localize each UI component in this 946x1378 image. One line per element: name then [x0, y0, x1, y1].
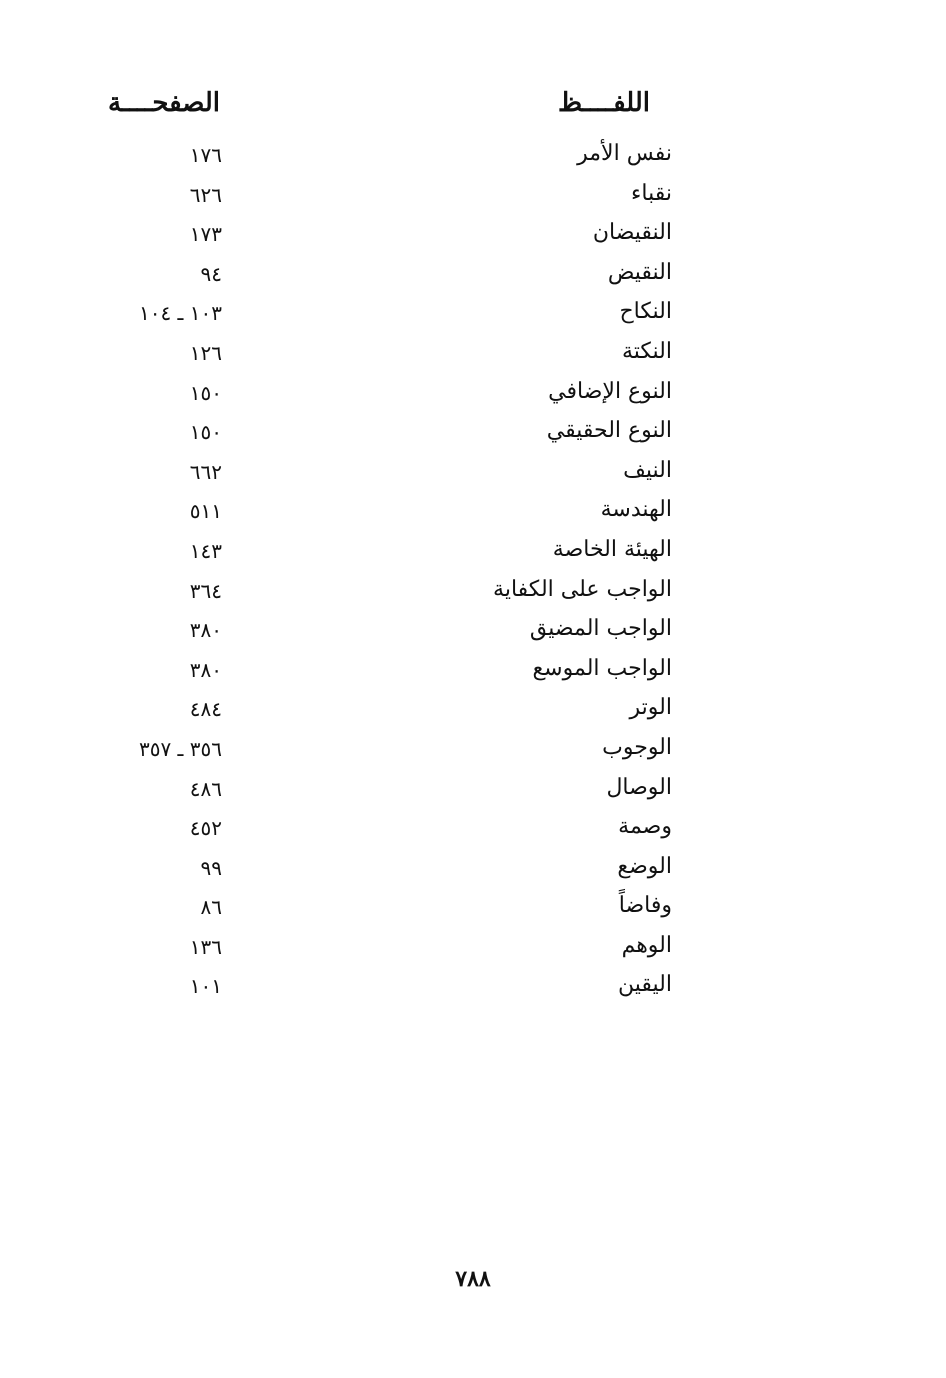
index-term: الوتر: [629, 695, 672, 721]
index-page-ref: ٥١١: [189, 499, 222, 524]
index-term: الهيئة الخاصة: [552, 536, 672, 562]
index-term: وفاضاً: [618, 893, 672, 919]
index-term: النقيضان: [592, 220, 672, 246]
index-row: [0, 614, 946, 654]
index-row: [0, 416, 946, 456]
index-list: [0, 139, 946, 1010]
index-page-ref: ٩٩: [200, 855, 222, 880]
index-row: [0, 852, 946, 892]
page-number: ٧٨٨: [455, 1266, 491, 1292]
index-page-ref: ٤٨٤: [189, 697, 222, 722]
index-term: وصمة: [618, 814, 672, 840]
index-row: [0, 733, 946, 773]
index-page-ref: ١٠٣ ـ ١٠٤: [138, 301, 222, 326]
index-row: [0, 297, 946, 337]
index-row: [0, 654, 946, 694]
index-page-ref: ١٣٦: [189, 934, 222, 959]
index-page-ref: ١٤٣: [189, 538, 222, 563]
index-term: النقيض: [607, 259, 672, 285]
index-row: [0, 891, 946, 931]
index-term: نقباء: [631, 180, 672, 206]
index-row: [0, 179, 946, 219]
index-row: [0, 773, 946, 813]
index-page-ref: ٤٨٦: [189, 776, 222, 801]
index-row: [0, 693, 946, 733]
index-page-ref: ٦٢٦: [189, 182, 222, 207]
index-page-ref: ١٧٣: [189, 222, 222, 247]
index-term: الوهم: [621, 932, 672, 958]
index-term: الوجوب: [602, 734, 672, 760]
index-row: [0, 931, 946, 971]
index-page-ref: ٣٨٠: [189, 657, 222, 682]
index-page-ref: ٦٦٢: [189, 459, 222, 484]
index-term: الواجب الموسع: [532, 655, 672, 681]
page-column-header: الصفحــــة: [107, 88, 220, 118]
index-page-ref: ١٢٦: [189, 340, 222, 365]
index-page-ref: ٣٥٦ ـ ٣٥٧: [138, 736, 222, 761]
index-page-ref: ١٧٦: [189, 143, 222, 167]
index-page-ref: ١٥٠: [189, 420, 222, 445]
index-row: [0, 495, 946, 535]
index-row: [0, 337, 946, 377]
index-row: [0, 139, 946, 179]
word-column-header: اللفــــظ: [557, 88, 650, 118]
index-term: النوع الإضافي: [548, 378, 672, 404]
index-term: الواجب على الكفاية: [493, 576, 672, 602]
index-term: الوضع: [617, 853, 672, 879]
index-row: [0, 535, 946, 575]
index-term: نفس الأمر: [577, 141, 672, 166]
index-page-ref: ١٠١: [189, 974, 222, 999]
index-page-ref: ١٥٠: [189, 380, 222, 405]
index-term: النوع الحقيقي: [546, 418, 672, 444]
index-page-ref: ٨٦: [200, 895, 222, 920]
index-term: اليقين: [618, 972, 672, 998]
index-row: [0, 812, 946, 852]
index-term: النكتة: [621, 338, 672, 364]
table-header: [0, 88, 946, 128]
index-page-ref: ٣٨٠: [189, 618, 222, 643]
index-row: [0, 377, 946, 417]
index-row: [0, 575, 946, 615]
index-term: الوصال: [606, 774, 672, 800]
index-row: [0, 456, 946, 496]
index-term: النيف: [623, 457, 672, 483]
index-term: الهندسة: [600, 497, 672, 523]
index-term: النكاح: [619, 299, 672, 325]
index-row: [0, 218, 946, 258]
index-term: الواجب المضيق: [529, 616, 672, 642]
index-page-ref: ٩٤: [200, 261, 222, 286]
index-row: [0, 970, 946, 1010]
index-page-ref: ٤٥٢: [189, 816, 222, 841]
index-row: [0, 258, 946, 298]
index-page-ref: ٣٦٤: [189, 578, 222, 603]
